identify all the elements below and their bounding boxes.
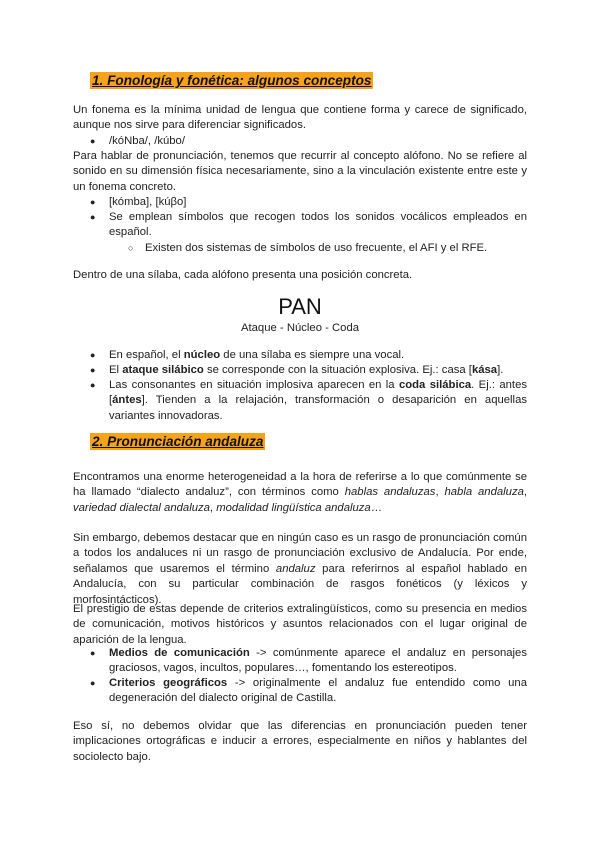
bullet-icon: ●: [90, 380, 96, 390]
paragraph-heterogeneidad: Encontramos una enorme heterogeneidad a la hora de referirse a lo que comúnmente se ha llamado “dialecto andaluz”, con términos como hablas andaluzas, habla andaluza, variedad dialectal andaluza, modalidad lingüística andaluza…: [73, 471, 528, 514]
bullet-simbolos: Se emplean símbolos que recogen todos los sonidos vocálicos empleados en español.: [109, 211, 527, 239]
sub-bullet-sistemas: Existen dos sistemas de símbolos de uso frecuente, el AFI y el RFE.: [145, 242, 488, 254]
bullet-medios: Medios de comunicación -> comúnmente aparece el andaluz en personajes graciosos, vagos, incultos, populares…, fomentando los estereotipos.: [109, 647, 527, 675]
bullet-alofono-examples: [kómba], [kúβo]: [109, 196, 187, 208]
bullet-icon: ●: [90, 212, 96, 222]
bullet-geograficos: Criterios geográficos -> originalmente el andaluz fue entendido como una degeneración del dialecto original de Castilla.: [109, 677, 527, 705]
bullet-fonema-examples: /kóNba/, /kúbo/: [109, 135, 185, 147]
paragraph-fonema: Un fonema es la mínima unidad de lengua que contiene forma y carece de significado, aunque nos sirve para diferenciar significados.: [73, 104, 527, 132]
section-heading-1: 1. Fonología y fonética: algunos conceptos: [92, 73, 372, 88]
section-heading-2: 2. Pronunciación andaluza: [92, 434, 264, 449]
bullet-icon: ●: [90, 365, 96, 375]
paragraph-eso-si: Eso sí, no debemos olvidar que las diferencias en pronunciación pueden tener implicaciones ortográficas e inducir a errores, especialmente en niños y hablantes del sociolecto bajo.: [73, 720, 527, 763]
paragraph-prestigio: El prestigio de estas depende de criterios extralingüísticos, como su presencia en medios de comunicación, motivos históricos y asuntos relacionados con el lugar original de aparición de la lengua.: [73, 603, 527, 646]
pan-caption: Ataque - Núcleo - Coda: [240, 322, 360, 334]
bullet-ataque: El ataque silábico se corresponde con la situación explosiva. Ej.: casa [kása].: [109, 364, 504, 376]
bullet-icon: ●: [90, 136, 96, 146]
bullet-icon: ●: [90, 350, 96, 360]
bullet-icon: ●: [90, 197, 96, 207]
paragraph-sin-embargo: Sin embargo, debemos destacar que en ningún caso es un rasgo de pronunciación común a todos los andaluces ni un rasgo de pronunciación exclusivo de Andalucía. Por ende, señalamos que usaremos el término andaluz para referirnos al español hablado en Andalucía, con su particular combinación de rasgos fonéticos (y léxicos y morfosintácticos).: [73, 532, 527, 606]
bullet-coda: Las consonantes en situación implosiva aparecen en la coda silábica. Ej.: antes [ántes]. Tienden a la relajación, transformación o desaparición en aquellas variantes innovadoras.: [109, 379, 527, 422]
bullet-nucleo: En español, el núcleo de una sílaba es siempre una vocal.: [109, 349, 405, 361]
sub-bullet-icon: ○: [128, 243, 134, 253]
bullet-icon: ●: [90, 678, 96, 688]
paragraph-alofono: Para hablar de pronunciación, tenemos que recurrir al concepto alófono. No se refiere al sonido en su dimensión física necesariamente, sino a la vinculación existente entre este y un fonema concreto.: [73, 150, 527, 193]
pan-example: PAN: [278, 294, 322, 319]
bullet-icon: ●: [90, 648, 96, 658]
paragraph-silaba: Dentro de una sílaba, cada alófono presenta una posición concreta.: [73, 269, 413, 281]
